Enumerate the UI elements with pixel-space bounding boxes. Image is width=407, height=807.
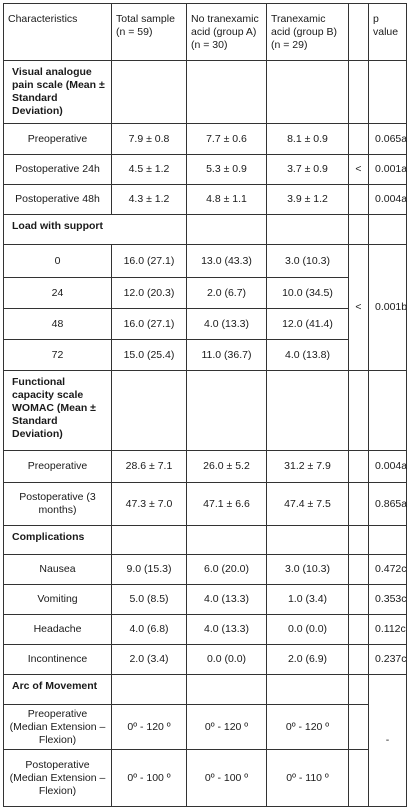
cell-total: 16.0 (27.1) <box>112 309 187 340</box>
cell-pvalue: 0.004a <box>369 451 407 483</box>
cell-pvalue: 0.353c <box>369 585 407 615</box>
cell-group-b: 3.0 (10.3) <box>267 245 349 278</box>
cell-total: 2.0 (3.4) <box>112 645 187 675</box>
cell-group-b: 3.7 ± 0.9 <box>267 155 349 185</box>
row-label: Incontinence <box>4 645 112 675</box>
table-row <box>4 645 407 675</box>
table-row <box>4 245 407 278</box>
section-title-womac: Functional capacity scale WOMAC (Mean ± Standard Deviation) <box>4 371 112 451</box>
header-row <box>4 4 407 61</box>
header-total: Total sample (n = 59) <box>112 4 187 61</box>
cell-pvalue: 0.001b <box>369 245 407 371</box>
header-group-b: Tranexamic acid (group B) (n = 29) <box>267 4 349 61</box>
cell-total: 16.0 (27.1) <box>112 245 187 278</box>
cell-group-b: 10.0 (34.5) <box>267 278 349 309</box>
cell-group-b: 8.1 ± 0.9 <box>267 124 349 155</box>
cell-pvalue: 0.237c <box>369 645 407 675</box>
cell-pvalue: - <box>369 675 407 807</box>
section-title-complications: Complications <box>4 526 112 555</box>
cell-total: 47.3 ± 7.0 <box>112 483 187 526</box>
section-row <box>4 61 407 124</box>
cell-group-b: 3.0 (10.3) <box>267 555 349 585</box>
cell-group-a: 4.0 (13.3) <box>187 615 267 645</box>
cell-total: 7.9 ± 0.8 <box>112 124 187 155</box>
cell-group-b: 3.9 ± 1.2 <box>267 185 349 215</box>
header-group-a: No tranexamic acid (group A) (n = 30) <box>187 4 267 61</box>
cell-group-b: 47.4 ± 7.5 <box>267 483 349 526</box>
cell-group-a: 6.0 (20.0) <box>187 555 267 585</box>
cell-total: 15.0 (25.4) <box>112 340 187 371</box>
cell-group-a: 4.0 (13.3) <box>187 309 267 340</box>
table-row <box>4 185 407 215</box>
table-row <box>4 555 407 585</box>
cell-total: 4.0 (6.8) <box>112 615 187 645</box>
cell-group-a: 7.7 ± 0.6 <box>187 124 267 155</box>
cell-group-a: 5.3 ± 0.9 <box>187 155 267 185</box>
row-label: 48 <box>4 309 112 340</box>
cell-total: 0º - 120 º <box>112 705 187 750</box>
table-row <box>4 750 407 807</box>
table-row <box>4 309 407 340</box>
table-row <box>4 278 407 309</box>
header-characteristics: Characteristics <box>4 4 112 61</box>
table-row <box>4 340 407 371</box>
cell-group-b: 0º - 120 º <box>267 705 349 750</box>
cell-pvalue: 0.112c <box>369 615 407 645</box>
cell-group-b: 1.0 (3.4) <box>267 585 349 615</box>
row-label: Postoperative (3 months) <box>4 483 112 526</box>
cell-group-a: 11.0 (36.7) <box>187 340 267 371</box>
row-label: Postoperative (Median Extension – Flexion) <box>4 750 112 807</box>
table-row <box>4 155 407 185</box>
cell-total: 12.0 (20.3) <box>112 278 187 309</box>
cell-total: 9.0 (15.3) <box>112 555 187 585</box>
row-label: 24 <box>4 278 112 309</box>
cell-total: 4.3 ± 1.2 <box>112 185 187 215</box>
section-row <box>4 215 407 245</box>
section-title-vas: Visual analogue pain scale (Mean ± Standard Deviation) <box>4 61 112 124</box>
cell-group-a: 47.1 ± 6.6 <box>187 483 267 526</box>
cell-total: 28.6 ± 7.1 <box>112 451 187 483</box>
cell-total: 5.0 (8.5) <box>112 585 187 615</box>
cell-group-a: 4.0 (13.3) <box>187 585 267 615</box>
row-label: Vomiting <box>4 585 112 615</box>
row-label: Preoperative <box>4 451 112 483</box>
cell-group-b: 2.0 (6.9) <box>267 645 349 675</box>
cell-total: 4.5 ± 1.2 <box>112 155 187 185</box>
cell-pvalue: 0.001a <box>369 155 407 185</box>
cell-total: 0º - 100 º <box>112 750 187 807</box>
cell-group-b: 0º - 110 º <box>267 750 349 807</box>
section-row <box>4 675 407 705</box>
cell-group-b: 31.2 ± 7.9 <box>267 451 349 483</box>
cell-group-a: 0.0 (0.0) <box>187 645 267 675</box>
cell-group-a: 0º - 100 º <box>187 750 267 807</box>
cell-pvalue: 0.004a <box>369 185 407 215</box>
section-title-load: Load with support <box>4 215 112 245</box>
row-label: Nausea <box>4 555 112 585</box>
section-row <box>4 526 407 555</box>
table-row <box>4 451 407 483</box>
cell-group-a: 13.0 (43.3) <box>187 245 267 278</box>
row-label: Preoperative <box>4 124 112 155</box>
section-title-arc: Arc of Movement <box>4 675 112 705</box>
row-label: Postoperative 24h <box>4 155 112 185</box>
cell-group-b: 12.0 (41.4) <box>267 309 349 340</box>
cell-group-b: 4.0 (13.8) <box>267 340 349 371</box>
less-than-sign: < <box>349 155 369 185</box>
table-row <box>4 705 407 750</box>
less-than-sign: < <box>349 245 369 371</box>
section-row <box>4 371 407 451</box>
cell-group-a: 4.8 ± 1.1 <box>187 185 267 215</box>
row-label: 72 <box>4 340 112 371</box>
table-row <box>4 124 407 155</box>
row-label: 0 <box>4 245 112 278</box>
results-table <box>3 3 407 807</box>
row-label: Headache <box>4 615 112 645</box>
cell-group-a: 0º - 120 º <box>187 705 267 750</box>
cell-group-a: 2.0 (6.7) <box>187 278 267 309</box>
cell-group-b: 0.0 (0.0) <box>267 615 349 645</box>
cell-group-a: 26.0 ± 5.2 <box>187 451 267 483</box>
cell-pvalue: 0.065a <box>369 124 407 155</box>
table-row <box>4 483 407 526</box>
cell-pvalue: 0.865a <box>369 483 407 526</box>
table-row <box>4 585 407 615</box>
cell-pvalue: 0.472c <box>369 555 407 585</box>
header-pvalue: p value <box>369 4 407 61</box>
row-label: Postoperative 48h <box>4 185 112 215</box>
row-label: Preoperative (Median Extension – Flexion) <box>4 705 112 750</box>
table-row <box>4 615 407 645</box>
